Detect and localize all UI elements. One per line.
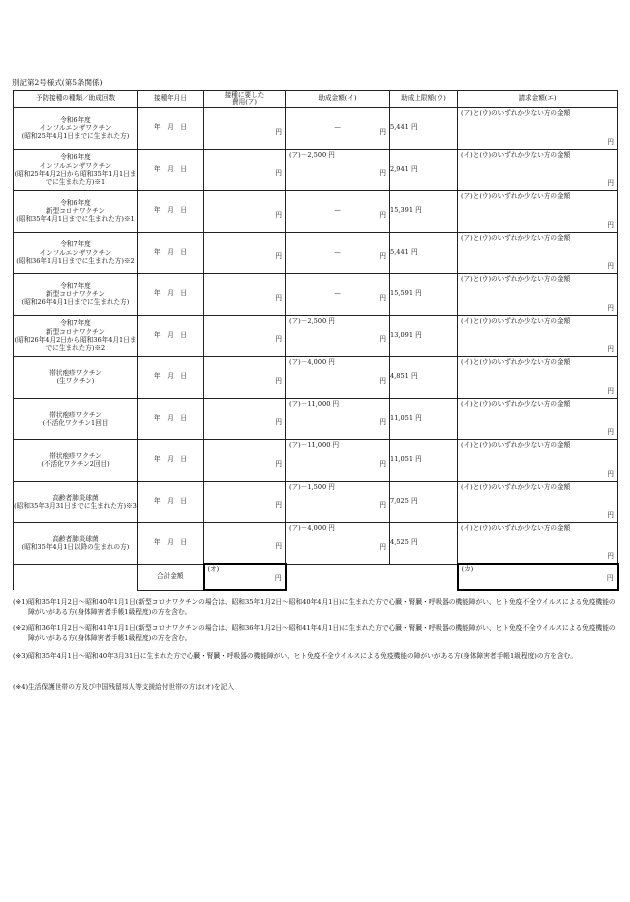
date-field[interactable]: 年 月 日: [138, 481, 204, 523]
date-field[interactable]: 年 月 日: [138, 440, 204, 482]
claim-field[interactable]: [458, 440, 618, 482]
claim-rule: (イ)と(ウ)のいずれか少ない方の金額: [461, 524, 571, 532]
vaccine-name: 令和7年度 新型コロナワクチン (昭和26年4月2日から昭和36年4月1日までに生まれた方)※2: [14, 315, 138, 357]
date-field[interactable]: 年 月 日: [138, 357, 204, 399]
upper-limit: 2,941 円: [390, 149, 458, 191]
subsidy-formula: (ア)－1,500 円: [289, 482, 335, 491]
form-title: 別記第2号様式(第5条関係): [12, 78, 103, 87]
claim-rule: (イ)と(ウ)のいずれか少ない方の金額: [461, 399, 571, 408]
total-ka-field[interactable]: [458, 564, 618, 590]
note-1-text: 昭和35年1月2日～昭和40年1月1日(新型コロナワクチンの場合は、昭和35年1月2日～昭和40年4月1日)に生まれた方で心臓・腎臓・呼吸器の機能障がい、ヒト免疫不全ウイルスによる免疫機能の障がいがある方(身体障害者手帳1級程度)の方を含む。: [28, 598, 616, 616]
cost-field[interactable]: [204, 191, 286, 233]
header-cost: 接種に要した 費用(ア): [204, 91, 286, 108]
claim-field[interactable]: [458, 149, 618, 191]
upper-limit: 4,851 円: [390, 357, 458, 399]
upper-limit: 5,441 円: [390, 108, 458, 150]
table-row: [14, 523, 618, 565]
cost-field[interactable]: [204, 108, 286, 150]
note-2-text: 昭和36年1月2日～昭和41年1月1日(新型コロナワクチンの場合は、昭和36年1月2日～昭和41年4月1日)に生まれた方で心臓・腎臓・呼吸器の機能障がい、ヒト免疫不全ウイルスによる免疫機能の障がいがある方(身体障害者手帳1級程度)の方を含む。: [28, 624, 616, 642]
subsidy-formula: (ア)－2,500 円: [289, 150, 335, 159]
table-row: [14, 440, 618, 482]
upper-limit: 7,025 円: [390, 481, 458, 523]
cost-yen: 円: [275, 376, 282, 385]
subsidy-yen: 円: [379, 501, 386, 510]
claim-yen: 円: [607, 552, 614, 561]
total-ka-label: (カ): [461, 565, 474, 573]
cost-field[interactable]: [204, 481, 286, 523]
upper-limit: 15,591 円: [390, 274, 458, 316]
note-1-mark: (※1): [13, 598, 29, 606]
total-ka-yen: 円: [606, 574, 614, 582]
cost-field[interactable]: [204, 440, 286, 482]
cost-yen: 円: [275, 210, 282, 219]
subsidy-claim-table: [13, 90, 619, 591]
subsidy-field: [286, 481, 390, 523]
date-field[interactable]: 年 月 日: [138, 274, 204, 316]
date-field[interactable]: 年 月 日: [138, 108, 204, 150]
subsidy-field: [286, 315, 390, 357]
vaccine-name: 令和6年度 新型コロナワクチン (昭和35年4月1日までに生まれた方)※1: [14, 191, 138, 233]
subsidy-field: [286, 108, 390, 150]
cost-yen: 円: [275, 127, 282, 136]
vaccine-name: 高齢者肺炎球菌 (昭和35年4月1日以降の生まれの方): [14, 523, 138, 565]
subsidy-formula: (ア)－11,000 円: [289, 441, 340, 449]
subsidy-field: [286, 523, 390, 565]
header-upper-limit: 助成上限額(ウ): [390, 91, 458, 108]
cost-yen: 円: [275, 542, 282, 551]
claim-field[interactable]: [458, 315, 618, 357]
vaccine-name: 帯状疱疹ワクチン (生ワクチン): [14, 357, 138, 399]
upper-limit: 5,441 円: [390, 232, 458, 274]
header-date: 接種年月日: [138, 91, 204, 108]
subsidy-formula: (ア)－4,000 円: [289, 358, 335, 366]
upper-limit: 15,391 円: [390, 191, 458, 233]
claim-yen: 円: [607, 303, 614, 312]
claim-yen: 円: [607, 428, 614, 437]
cost-yen: 円: [275, 293, 282, 302]
claim-yen: 円: [607, 220, 614, 229]
upper-limit: 4,525 円: [390, 523, 458, 565]
subsidy-formula: (ア)－11,000 円: [289, 399, 340, 408]
vaccine-name: 令和7年度 インフルエンザワクチン (昭和36年1月1日までに生まれた方)※2: [14, 232, 138, 274]
vaccine-name: 令和6年度 インフルエンザワクチン (昭和25年4月2日から昭和35年1月1日までに生まれた方)※1: [14, 149, 138, 191]
subsidy-field: [286, 191, 390, 233]
date-field[interactable]: 年 月 日: [138, 315, 204, 357]
total-row: [14, 564, 618, 590]
table-row: [14, 357, 618, 399]
cost-field[interactable]: [204, 232, 286, 274]
claim-yen: 円: [607, 179, 614, 188]
claim-rule: (イ)と(ウ)のいずれか少ない方の金額: [461, 150, 571, 159]
note-3: [13, 652, 619, 662]
upper-limit: 11,051 円: [390, 398, 458, 440]
claim-rule: (ア)と(ウ)のいずれか少ない方の金額: [461, 275, 571, 283]
claim-field[interactable]: [458, 481, 618, 523]
claim-yen: 円: [607, 345, 614, 354]
vaccine-name: 令和6年度 インフルエンザワクチン (昭和25年4月1日までに生まれた方): [14, 108, 138, 150]
date-field[interactable]: 年 月 日: [138, 232, 204, 274]
total-o-field[interactable]: [204, 564, 286, 590]
cost-field[interactable]: [204, 149, 286, 191]
table-row: [14, 398, 618, 440]
total-o-label: (オ): [207, 565, 220, 573]
vaccine-name: 帯状疱疹ワクチン (不活化ワクチン2回目): [14, 440, 138, 482]
claim-rule: (イ)と(ウ)のいずれか少ない方の金額: [461, 358, 571, 366]
claim-yen: 円: [607, 469, 614, 478]
claim-yen: 円: [607, 511, 614, 520]
subsidy-dash: —: [334, 289, 341, 298]
claim-yen: 円: [607, 386, 614, 395]
header-subsidy: 助成金額(イ): [286, 91, 390, 108]
table-row: [14, 149, 618, 191]
note-4-text: 生活保護世帯の方及び中国残留邦人等支援給付世帯の方は(オ)を記入: [28, 683, 234, 691]
subsidy-yen: 円: [379, 376, 386, 385]
subsidy-yen: 円: [379, 459, 386, 468]
table-row: [14, 108, 618, 150]
subsidy-yen: 円: [379, 127, 386, 136]
cost-yen: 円: [275, 501, 282, 510]
total-label: 合計金額: [138, 564, 204, 590]
subsidy-field: [286, 357, 390, 399]
note-4: [13, 683, 619, 693]
note-1: [13, 598, 619, 617]
upper-limit: 13,091 円: [390, 315, 458, 357]
note-3-text: 昭和35年4月1日～昭和40年3月31日に生まれた方で心臓・腎臓・呼吸器の機能障がい、ヒト免疫不全ウイルスによる免疫機能の障がいがある方(身体障害者手帳1級程度)の方を含む。: [28, 652, 577, 660]
total-gap-cell-2: [390, 564, 458, 590]
cost-yen: 円: [275, 418, 282, 427]
claim-rule: (ア)と(ウ)のいずれか少ない方の金額: [461, 109, 571, 117]
subsidy-dash: —: [334, 247, 341, 256]
total-o-yen: 円: [274, 574, 282, 582]
table-row: [14, 315, 618, 357]
subsidy-field: [286, 398, 390, 440]
claim-rule: (イ)と(ウ)のいずれか少ない方の金額: [461, 441, 571, 449]
note-2: [13, 624, 619, 643]
subsidy-yen: 円: [379, 542, 386, 551]
subsidy-formula: (ア)－2,500 円: [289, 316, 335, 325]
cost-field[interactable]: [204, 315, 286, 357]
subsidy-field: [286, 149, 390, 191]
claim-yen: 円: [607, 137, 614, 146]
subsidy-yen: 円: [379, 252, 386, 261]
claim-rule: (イ)と(ウ)のいずれか少ない方の金額: [461, 316, 571, 325]
subsidy-dash: —: [334, 123, 341, 132]
date-field[interactable]: 年 月 日: [138, 191, 204, 233]
claim-rule: (イ)と(ウ)のいずれか少ない方の金額: [461, 482, 571, 491]
header-claim-amount: 請求金額(エ): [458, 91, 618, 108]
note-2-mark: (※2): [13, 624, 29, 632]
total-blank-cell: [14, 564, 138, 590]
vaccine-name: 令和7年度 新型コロナワクチン (昭和26年4月1日までに生まれた方): [14, 274, 138, 316]
subsidy-dash: —: [334, 206, 341, 215]
cost-field[interactable]: [204, 523, 286, 565]
cost-yen: 円: [275, 169, 282, 178]
header-vaccine-type: 予防接種の種類／助成回数: [14, 91, 138, 108]
subsidy-formula: (ア)－4,000 円: [289, 524, 335, 532]
claim-field[interactable]: [458, 523, 618, 565]
note-4-mark: (※4): [13, 683, 29, 691]
subsidy-yen: 円: [379, 418, 386, 427]
subsidy-field: [286, 440, 390, 482]
subsidy-field: [286, 232, 390, 274]
header-row: [14, 91, 618, 108]
vaccine-name: 帯状疱疹ワクチン (不活化ワクチン1回目: [14, 398, 138, 440]
vaccine-name: 高齢者肺炎球菌 (昭和35年3月31日までに生まれた方)※3: [14, 481, 138, 523]
table-row: [14, 232, 618, 274]
date-field[interactable]: 年 月 日: [138, 398, 204, 440]
cost-field[interactable]: [204, 398, 286, 440]
date-field[interactable]: 年 月 日: [138, 523, 204, 565]
subsidy-yen: 円: [379, 210, 386, 219]
table-row: [14, 274, 618, 316]
subsidy-field: [286, 274, 390, 316]
upper-limit: 11,051 円: [390, 440, 458, 482]
cost-yen: 円: [275, 459, 282, 468]
claim-field[interactable]: [458, 191, 618, 233]
cost-field[interactable]: [204, 357, 286, 399]
claim-rule: (ア)と(ウ)のいずれか少ない方の金額: [461, 192, 571, 200]
claim-rule: (ア)と(ウ)のいずれか少ない方の金額: [461, 233, 571, 242]
cost-field[interactable]: [204, 274, 286, 316]
cost-yen: 円: [275, 335, 282, 344]
note-3-mark: (※3): [13, 652, 29, 660]
table-row: [14, 191, 618, 233]
claim-field[interactable]: [458, 232, 618, 274]
claim-field[interactable]: [458, 357, 618, 399]
claim-field[interactable]: [458, 274, 618, 316]
claim-field[interactable]: [458, 398, 618, 440]
table-row: [14, 481, 618, 523]
subsidy-yen: 円: [379, 169, 386, 178]
total-gap-cell: [286, 564, 390, 590]
date-field[interactable]: 年 月 日: [138, 149, 204, 191]
subsidy-yen: 円: [379, 335, 386, 344]
subsidy-yen: 円: [379, 293, 386, 302]
claim-yen: 円: [607, 262, 614, 271]
cost-yen: 円: [275, 252, 282, 261]
claim-field[interactable]: [458, 108, 618, 150]
